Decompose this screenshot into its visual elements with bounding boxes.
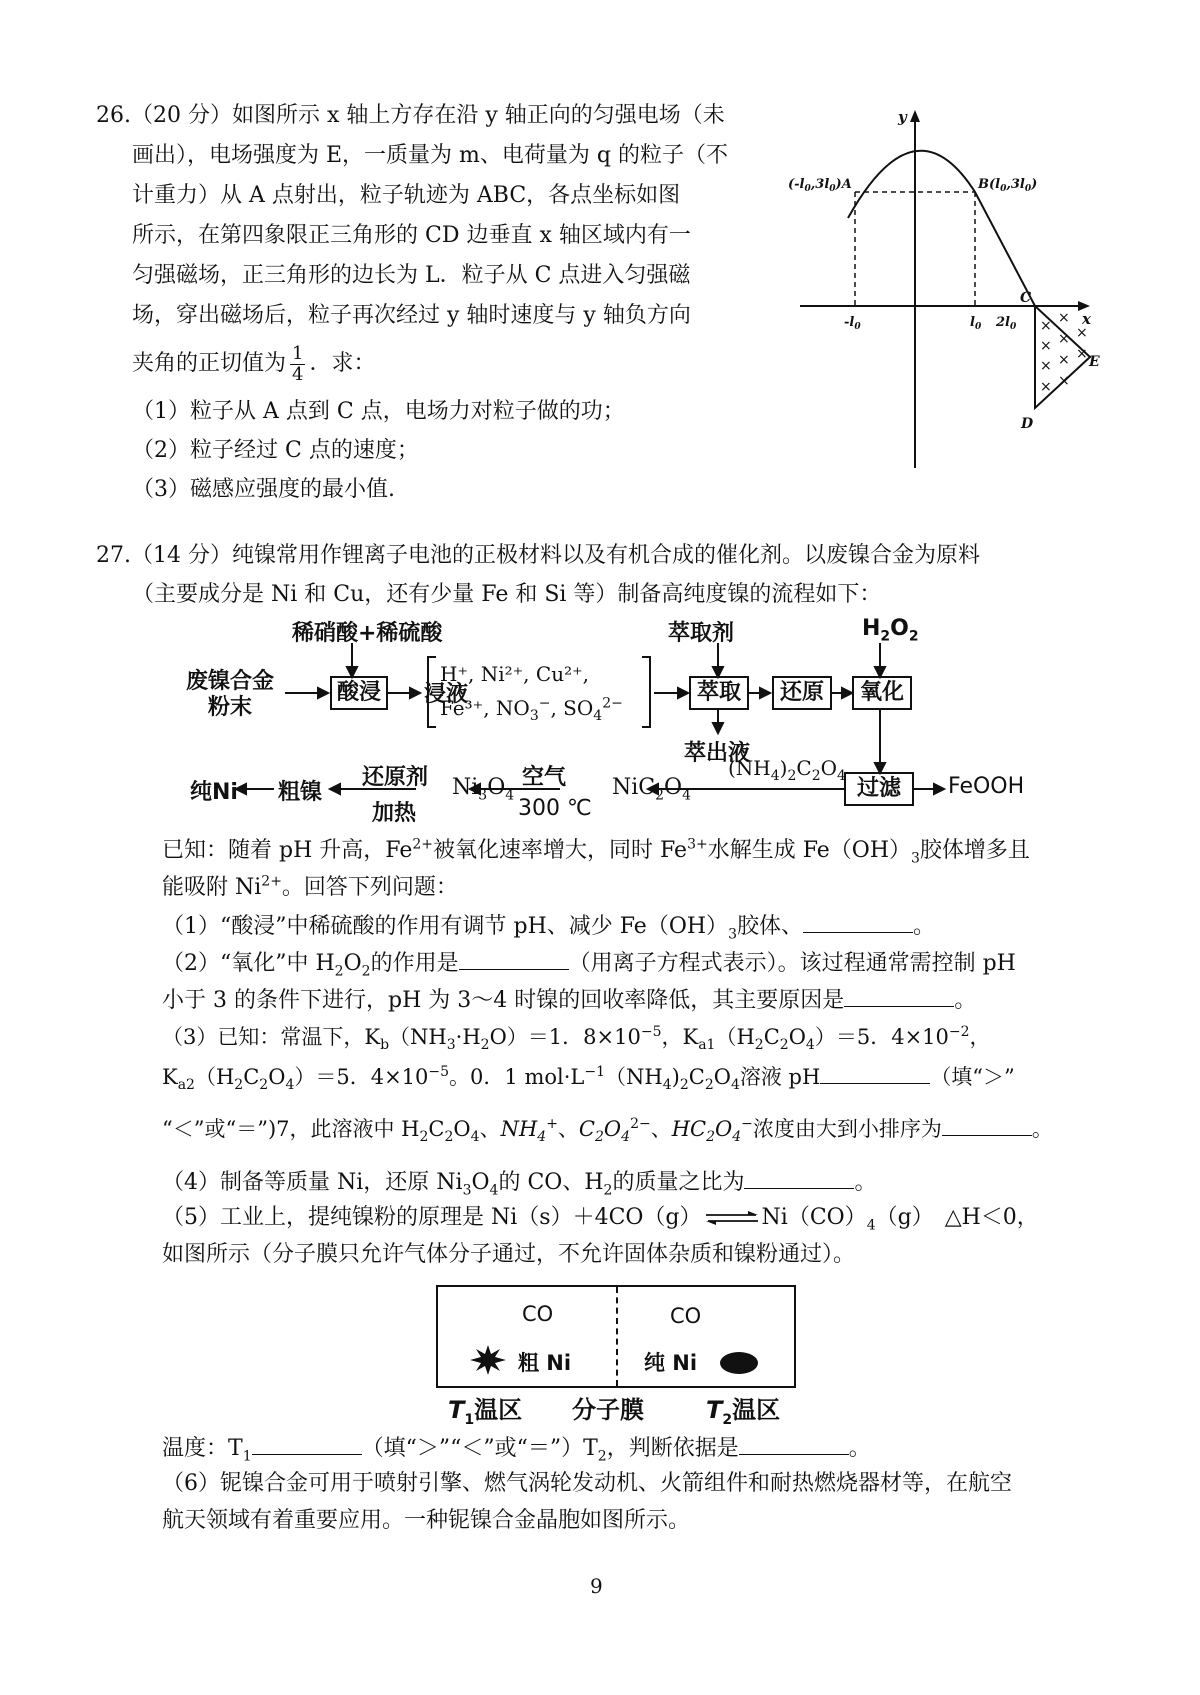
pure-ni-label: 纯Ni (190, 780, 238, 805)
h2o2-label: $H_2O_2$ (862, 616, 919, 645)
q26-line-1: 26.（20 分）如图所示 x 轴上方存在沿 y 轴正向的匀强电场（未 (96, 103, 725, 128)
x-axis-label: x (1082, 310, 1091, 328)
temperature-label: 300 ℃ (518, 796, 592, 821)
step-extract: 萃取 (689, 676, 749, 710)
crude-ni-label: 粗镍 (278, 780, 323, 805)
point-e-label: E (1089, 354, 1100, 370)
field-mark: × (1076, 325, 1088, 341)
field-mark: × (1040, 358, 1052, 374)
temperature-question: 温度：$T_1$ （填“＞”“＜”或“$=”)T_2$，判断依据是 。 (162, 1432, 871, 1464)
feooh-label: FeOOH (948, 774, 1025, 799)
air-label: 空气 (522, 765, 567, 790)
fraction: $\frac{1}{4}$ (292, 342, 304, 385)
q26-sub-1: （1）粒子从 A 点到 C 点，电场力对粒子做的功； (132, 399, 625, 424)
tick-l0: $l_0$ (970, 315, 982, 332)
point-b-label: $B(l_0,3l_0)$ (978, 177, 1038, 194)
extractant-label: 萃取剂 (668, 621, 735, 646)
answer-blank[interactable] (942, 1113, 1032, 1136)
crude-nickel-icon (470, 1345, 506, 1375)
raw-material-label: 废镍合金 (186, 669, 275, 694)
membrane-label: 分子膜 (572, 1396, 644, 1424)
point-a-label: $(-l_0,3l_0)A$ (788, 177, 852, 194)
part-4: （4）制备等质量 Ni，还原 $Ni_3O_4$的 CO、$H_2$的质量之比为 。 (162, 1166, 876, 1198)
page-number: 9 (590, 1574, 603, 1598)
q26-sub-3: （3）磁感应强度的最小值. (132, 477, 395, 502)
answer-blank[interactable] (459, 947, 569, 970)
q26-line-2: 画出），电场强度为 E，一质量为 m、电荷量为 q 的粒子（不 (132, 143, 728, 168)
field-mark: × (1040, 338, 1052, 354)
answer-blank[interactable] (744, 1166, 854, 1189)
known-line-1: 已知：随着 pH 升高，$Fe^{2+}$被氧化速率增大，同时 $Fe^{3+}$水解生成 $Fe(OH)_3$胶体增多且 (162, 836, 1030, 867)
acids-label: 稀硝酸+稀硫酸 (292, 621, 443, 646)
q26-line-6: 场，穿出磁场后，粒子再次经过 y 轴时速度与 y 轴负方向 (132, 303, 691, 328)
part-6-line-1: （6）铌镍合金可用于喷射引擎、燃气涡轮发动机、火箭组件和耐热燃烧器材等，在航空 (162, 1471, 1012, 1496)
answer-blank[interactable] (739, 1432, 849, 1455)
part-3-line-3: “＜”或“＝”)7，此溶液中 $H_2C_2O_4$、$NH_4^+$、$C_2O_4^{2-}$、$HC_2O_4^-$浓度由大到小排序为 。 (162, 1113, 1053, 1144)
tick-2l0: $2l_0$ (996, 315, 1017, 332)
pure-ni-text: 纯 Ni (644, 1351, 698, 1375)
tick-neg-l0: $-l_0$ (844, 315, 861, 332)
field-mark: × (1058, 352, 1070, 368)
part-2-line-2: 小于 3 的条件下进行，pH 为 3～4 时镍的回收率降低，其主要原因是 。 (162, 984, 976, 1016)
answer-blank[interactable] (844, 984, 954, 1007)
molecular-membrane-line (616, 1287, 618, 1386)
point-d-label: D (1021, 416, 1034, 432)
answer-blank[interactable] (820, 1061, 930, 1084)
co-right-label: CO (670, 1304, 702, 1328)
part-5-line-2: 如图所示（分子膜只允许气体分子通过，不允许固体杂质和镍粉通过）。 (162, 1242, 856, 1267)
ni3o4-label: $Ni_3O_4$ (452, 775, 515, 804)
part-3-line-2: $K_{a2}(H_2C_2O_4)=5$．$4\times 10^{-5}$。0．1 $mol\cdot L^{-1}(NH_4)_2C_2O_4$溶液 pH （填“＞” (162, 1061, 1015, 1092)
part-1: （1）“酸浸”中稀硫酸的作用有调节 pH、减少 $Fe(OH)_3$胶体、 。 (162, 910, 935, 942)
field-mark: × (1058, 310, 1070, 326)
y-arrow-icon (910, 110, 920, 122)
field-mark: × (1058, 331, 1070, 347)
q27-line-2: （主要成分是 Ni 和 Cu，还有少量 Fe 和 Si 等）制备高纯度镍的流程如下： (132, 582, 882, 607)
field-mark: × (1058, 373, 1070, 389)
field-mark: × (1040, 379, 1052, 395)
co-left-label: CO (522, 1302, 554, 1326)
raffinate-label: 萃出液 (684, 741, 751, 766)
field-mark: × (1040, 318, 1052, 334)
leachate-label: 浸液 (424, 682, 469, 707)
heat-label: 加热 (372, 801, 417, 826)
part-5-line-1: （5）工业上，提纯镍粉的原理是 Ni（s）＋4CO（g） $Ni(CO)_4(g)$ △H＜0， (162, 1205, 1039, 1234)
crude-ni-text: 粗 Ni (518, 1351, 572, 1375)
q26-line-4: 所示，在第四象限正三角形的 CD 边垂直 x 轴区域内有一 (132, 223, 691, 248)
reductant-label: 还原剂 (362, 765, 429, 790)
purification-apparatus (436, 1285, 796, 1388)
part-3-line-1: （3）已知：常温下，$K_b(NH_3\cdot H_2O)=1$．$8\times 10^{-5}$，$K_{a1}(H_2C_2O_4)=5$．$4\times 10^{-2}$， (162, 1024, 991, 1054)
raw-material-label-2: 粉末 (208, 695, 253, 720)
point-c-label: C (1020, 290, 1032, 306)
part-2-line-1: （2）“氧化”中 $H_2O_2$的作用是 （用离子方程式表示）。该过程通常需控制 pH (162, 947, 1016, 979)
zone-t1-label: $T_1$温区 (448, 1396, 523, 1428)
part-6-line-2: 航天领域有着重要应用。一种铌镍合金晶胞如图所示。 (162, 1508, 691, 1533)
known-line-2: 能吸附 $Ni^{2+}$。回答下列问题： (162, 873, 458, 900)
nic2o4-label: $NiC_2O_4$ (612, 775, 692, 804)
q26-sub-2: （2）粒子经过 C 点的速度； (132, 438, 419, 463)
q27-line-1: 27.（14 分）纯镍常用作锂离子电池的正极材料以及有机合成的催化剂。以废镍合金为原料 (96, 543, 980, 568)
oxalate-reagent-label: $(NH_4)_2C_2O_4$ (728, 756, 846, 784)
q26-line-3: 计重力）从 A 点射出，粒子轨迹为 ABC，各点坐标如图 (132, 183, 681, 208)
trajectory-curve (848, 151, 1038, 306)
y-axis-label: y (898, 108, 907, 126)
ion-list: H⁺, Ni²⁺, Cu²⁺, Fe³⁺, $NO_3^-$, $SO_4^{2-}$ (440, 662, 623, 724)
step-oxidize: 氧化 (852, 676, 912, 710)
step-leach: 酸浸 (330, 676, 388, 710)
field-mark: × (1076, 346, 1088, 362)
zone-t2-label: $T_2$温区 (706, 1396, 781, 1428)
q26-line-5: 匀强磁场，正三角形的边长为 L．粒子从 C 点进入匀强磁 (132, 263, 691, 288)
pure-nickel-icon (720, 1352, 758, 1374)
trajectory-figure (790, 108, 1100, 473)
q26-line-7: 夹角的正切值为 $\frac{1}{4}$ ．求： (132, 342, 376, 385)
answer-blank[interactable] (803, 910, 913, 933)
step-reduce: 还原 (772, 676, 832, 710)
step-filter: 过滤 (844, 772, 914, 806)
answer-blank[interactable] (252, 1432, 362, 1455)
equilibrium-arrow-icon (704, 1210, 760, 1226)
